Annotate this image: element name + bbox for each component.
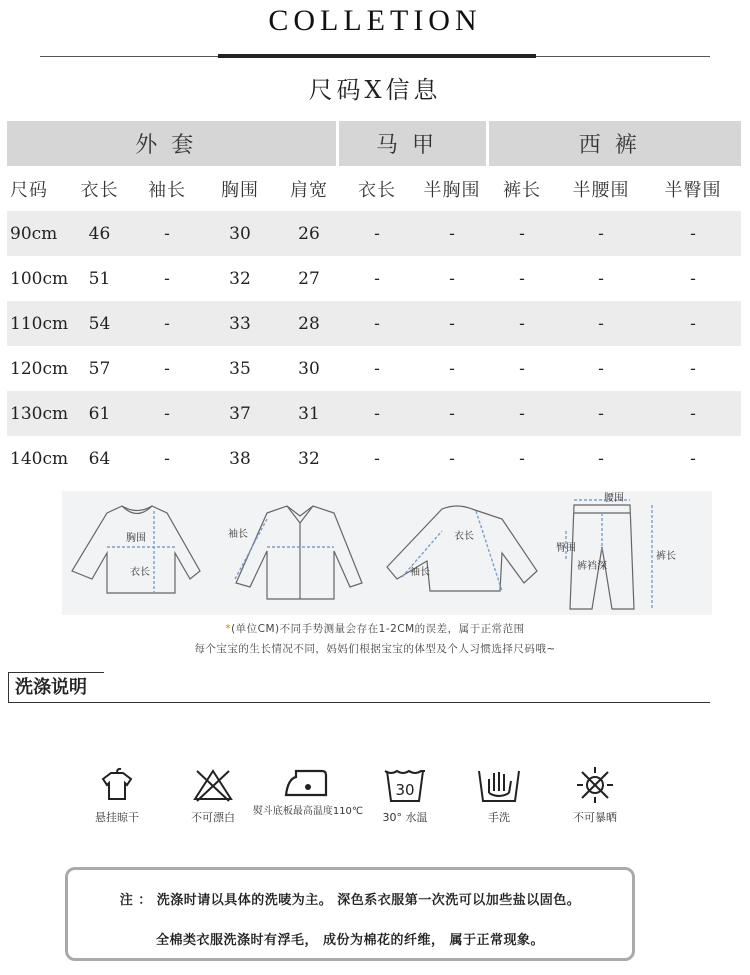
table-cell: 37: [199, 391, 281, 436]
care-label: 不可漂白: [191, 811, 235, 824]
table-cell: 32: [229, 268, 251, 289]
table-cell: -: [487, 301, 557, 346]
group-header-row: [7, 121, 741, 166]
table-cell: -: [417, 391, 487, 436]
label-shirt-sleeve: 袖长: [228, 529, 248, 540]
section-subtitle: 尺码X信息: [308, 76, 442, 104]
size-cell: 90cm: [7, 211, 64, 256]
table-cell: 61: [64, 391, 135, 436]
table-cell: -: [164, 358, 170, 379]
table-cell: -: [645, 211, 741, 256]
table-cell: -: [417, 211, 487, 256]
table-cell: -: [337, 301, 417, 346]
table-cell: 46: [64, 211, 135, 256]
size-cell: 120cm: [10, 358, 69, 379]
table-cell: 57: [88, 358, 111, 379]
column-header: 袖长: [148, 179, 186, 201]
table-cell: -: [135, 211, 199, 256]
care-hand-wash: [444, 765, 554, 825]
measure-note-line2: 每个宝宝的生长情况不同，妈妈们根据宝宝的体型及个人习惯选择尺码哦~: [194, 643, 556, 655]
wash-section-title: 洗涤说明: [8, 672, 104, 702]
table-row: [7, 256, 741, 301]
table-cell: -: [557, 391, 645, 436]
hand-wash-icon: [475, 765, 523, 805]
wash-30-icon: [381, 765, 429, 805]
column-header: 衣长: [80, 179, 119, 201]
table-cell: -: [374, 448, 380, 469]
table-cell: -: [690, 268, 696, 289]
table-cell: -: [337, 391, 417, 436]
table-cell: 38: [229, 448, 251, 469]
table-cell: -: [690, 358, 696, 379]
table-cell: -: [337, 211, 417, 256]
title-underline: [218, 54, 536, 58]
care-label: 不可暴晒: [573, 811, 617, 824]
tshirt-illustration: [72, 506, 200, 593]
table-cell: 30: [298, 358, 320, 379]
column-header: 尺码: [10, 179, 48, 201]
page-title: COLLETION: [268, 4, 482, 37]
table-cell: 64: [88, 448, 111, 469]
wash-note-1: 注 ： 洗涤时请以具体的洗唛为主。 深色系衣服第一次洗可以加些盐以固色。: [119, 893, 581, 908]
table-row: [7, 211, 741, 256]
wash-divider: [8, 702, 710, 703]
table-cell: -: [135, 301, 199, 346]
care-label: 手洗: [488, 811, 510, 824]
table-cell: -: [449, 268, 455, 289]
table-cell: 33: [199, 301, 281, 346]
table-cell: -: [487, 211, 557, 256]
hang-dry-icon: [95, 765, 139, 805]
table-cell: -: [164, 268, 170, 289]
no-sun-icon: [573, 765, 617, 805]
table-cell: 32: [298, 448, 320, 469]
care-label: 30° 水温: [382, 811, 428, 824]
column-header: 肩宽: [290, 179, 328, 201]
table-cell: 28: [281, 301, 337, 346]
table-cell: -: [690, 448, 696, 469]
table-cell: -: [645, 301, 741, 346]
column-header: 半胸围: [423, 179, 481, 201]
table-cell: -: [598, 268, 604, 289]
table-row: [7, 346, 741, 391]
table-cell: 26: [281, 211, 337, 256]
label-pants-length: 裤长: [656, 551, 676, 562]
size-table: [7, 121, 741, 481]
table-cell: 35: [229, 358, 251, 379]
table-cell: 30: [199, 211, 281, 256]
label-sweater-sleeve: 袖长: [410, 567, 430, 578]
label-rise: 裤裆深: [577, 561, 607, 572]
table-cell: 31: [281, 391, 337, 436]
column-header: 裤长: [503, 179, 542, 201]
label-hip: 臀围: [556, 543, 576, 554]
svg-text:30: 30: [395, 781, 415, 799]
label-waist: 腰围: [604, 493, 624, 504]
group-trousers: 西裤: [487, 121, 741, 166]
table-row: [7, 436, 741, 481]
size-cell: 110cm: [7, 301, 64, 346]
column-header: 衣长: [358, 179, 396, 201]
table-cell: -: [417, 301, 487, 346]
column-header: 半臀围: [664, 179, 722, 201]
label-tshirt-length: 衣长: [130, 567, 150, 578]
table-cell: -: [449, 448, 455, 469]
care-iron: [252, 765, 364, 819]
size-cell: 130cm: [7, 391, 64, 436]
table-cell: -: [519, 448, 525, 469]
table-row: [7, 301, 741, 346]
label-chest: 胸围: [126, 533, 146, 544]
care-no-sun: [540, 765, 650, 825]
sweater-illustration: [387, 506, 537, 591]
column-header: 半腰围: [572, 179, 630, 201]
table-cell: -: [164, 448, 170, 469]
table-cell: -: [557, 301, 645, 346]
care-label: 熨斗底板最高温度110℃: [252, 806, 364, 817]
no-bleach-icon: [191, 765, 235, 805]
label-sweater-length: 衣长: [454, 531, 474, 542]
table-row: [7, 391, 741, 436]
group-vest: 马甲: [337, 121, 487, 166]
table-cell: 54: [64, 301, 135, 346]
table-cell: -: [598, 448, 604, 469]
table-cell: 27: [298, 268, 320, 289]
table-cell: -: [645, 391, 741, 436]
column-header: 胸围: [221, 179, 259, 201]
table-cell: -: [374, 358, 380, 379]
table-cell: -: [519, 358, 525, 379]
iron-icon: [282, 765, 334, 801]
measurement-diagram: [62, 491, 712, 615]
wash-note-2: 全棉类衣服洗涤时有浮毛， 成份为棉花的纤维， 属于正常现象。: [155, 933, 545, 948]
table-cell: -: [135, 391, 199, 436]
care-hang-dry: [62, 765, 172, 825]
table-cell: -: [374, 268, 380, 289]
table-cell: -: [449, 358, 455, 379]
group-coat: 外套: [7, 121, 337, 166]
size-cell: 100cm: [10, 268, 69, 289]
table-cell: -: [487, 391, 557, 436]
column-header-row: [7, 166, 741, 211]
table-cell: 51: [88, 268, 111, 289]
measure-note-line1: *(单位CM)不同手势测量会存在1-2CM的误差，属于正常范围: [225, 623, 525, 635]
table-cell: -: [598, 358, 604, 379]
shirt-illustration: [236, 506, 362, 599]
table-cell: -: [557, 211, 645, 256]
size-cell: 140cm: [10, 448, 69, 469]
table-cell: -: [519, 268, 525, 289]
care-label: 悬挂晾干: [95, 811, 139, 824]
